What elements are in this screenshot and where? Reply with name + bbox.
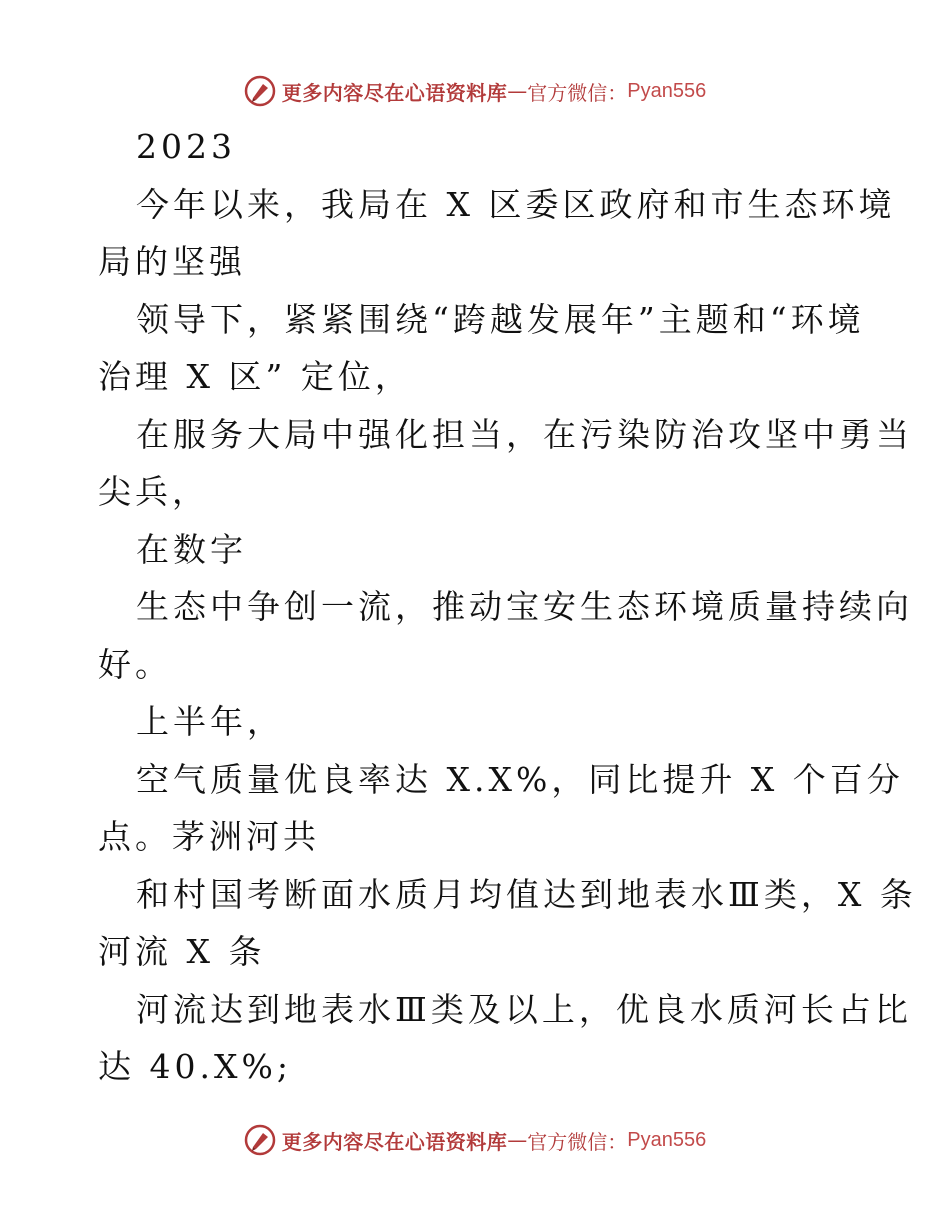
text-line: 和村国考断面水质月均值达到地表水Ⅲ类，X 条 [136, 874, 917, 914]
banner-main-text: 更多内容尽在心语资料库 [281, 1129, 508, 1154]
text-line: 河流达到地表水Ⅲ类及以上，优良水质河长占比 [136, 989, 912, 1029]
text-line: 局的坚强 [98, 242, 246, 281]
document-body [98, 118, 917, 1096]
text-line: 生态中争创一流，推动宝安生态环境质量持续向 [136, 587, 913, 626]
banner-wechat-id: Pyan556 [627, 79, 707, 102]
text-line: 河流 X 条 [98, 932, 266, 971]
text-line: 在数字 [136, 529, 247, 569]
banner-main-text: 更多内容尽在心语资料库 [281, 80, 508, 105]
banner-dash: — [507, 79, 528, 103]
text-line: 尖兵， [98, 472, 209, 511]
text-line: 达 40.X%; [98, 1047, 292, 1086]
text-line: 在服务大局中强化担当，在污染防治攻坚中勇当 [136, 414, 913, 454]
pen-nib-logo-icon [244, 75, 276, 107]
text-line: 点。茅洲河共 [98, 817, 320, 856]
text-line: 上半年， [136, 702, 284, 741]
text-line: 好。 [98, 644, 172, 684]
banner-wechat-label: 官方微信： [527, 1129, 628, 1154]
text-line: 今年以来，我局在 X 区委区政府和市生态环境 [136, 184, 896, 224]
header-watermark-banner [0, 71, 950, 111]
banner-wechat-label: 官方微信： [527, 80, 628, 105]
text-line: 治理 X 区” 定位， [98, 357, 412, 396]
text-line: 2023 [136, 127, 236, 166]
footer-watermark-banner [0, 1120, 950, 1160]
pen-nib-logo-icon [244, 1124, 276, 1156]
banner-dash: — [507, 1128, 528, 1152]
text-line: 领导下，紧紧围绕“跨越发展年”主题和“环境 [136, 299, 865, 339]
banner-wechat-id: Pyan556 [627, 1128, 707, 1151]
text-line: 空气质量优良率达 X.X%，同比提升 X 个百分 [136, 759, 904, 799]
